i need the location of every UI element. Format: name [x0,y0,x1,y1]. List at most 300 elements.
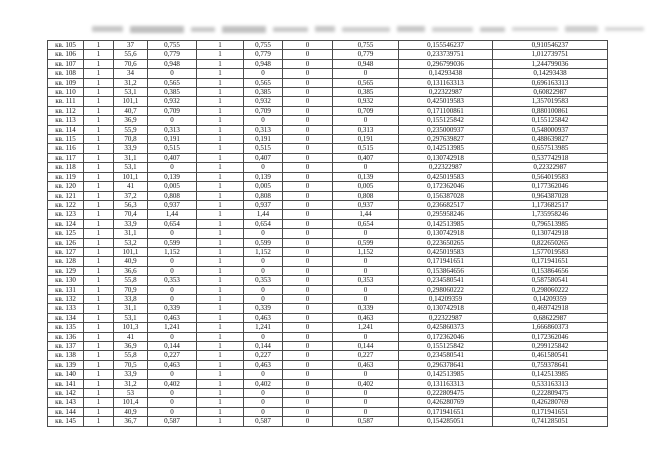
coefficient-cell: 1 [197,294,244,303]
value-a-cell: 0,385 [148,88,197,97]
area-cell: 31,1 [114,304,148,313]
table-row [48,153,608,162]
base-share-cell: 0,130742918 [399,304,493,313]
value-b-cell: 0,191 [244,135,283,144]
coefficient-cell: 1 [197,135,244,144]
base-share-cell: 0,131163313 [399,78,493,87]
row-label-cell: кв. 132 [48,294,84,303]
value-c-cell: 0,654 [333,219,399,228]
table-row [48,285,608,294]
value-b-cell: 0 [244,370,283,379]
count-cell: 1 [84,69,114,78]
table-row [48,379,608,388]
zero-cell: 0 [283,172,333,181]
value-b-cell: 0,463 [244,313,283,322]
coefficient-cell: 1 [197,210,244,219]
table-row [48,200,608,209]
zero-cell: 0 [283,351,333,360]
total-share-cell: 0,142513985 [493,370,608,379]
base-share-cell: 0,142513985 [399,370,493,379]
value-c-cell: 0,937 [333,200,399,209]
zero-cell: 0 [283,125,333,134]
zero-cell: 0 [283,78,333,87]
count-cell: 1 [84,398,114,407]
count-cell: 1 [84,407,114,416]
value-b-cell: 0,808 [244,191,283,200]
value-b-cell: 0,587 [244,417,283,426]
count-cell: 1 [84,313,114,322]
value-a-cell: 0,709 [148,106,197,115]
base-share-cell: 0,298060222 [399,285,493,294]
value-c-cell: 0 [333,116,399,125]
coefficient-cell: 1 [197,97,244,106]
value-a-cell: 0 [148,294,197,303]
table-row [48,182,608,191]
table-row [48,97,608,106]
zero-cell: 0 [283,106,333,115]
value-c-cell: 0,709 [333,106,399,115]
value-c-cell: 0 [333,332,399,341]
value-a-cell: 0,227 [148,351,197,360]
base-share-cell: 0,22322987 [399,313,493,322]
value-c-cell: 0,565 [333,78,399,87]
row-label-cell: кв. 112 [48,106,84,115]
row-label-cell: кв. 117 [48,153,84,162]
value-c-cell: 0,948 [333,59,399,68]
base-share-cell: 0,296799036 [399,59,493,68]
base-share-cell: 0,155125842 [399,116,493,125]
table-row [48,41,608,50]
total-share-cell: 0,469742918 [493,304,608,313]
coefficient-cell: 1 [197,69,244,78]
base-share-cell: 0,296378641 [399,360,493,369]
coefficient-cell: 1 [197,172,244,181]
total-share-cell: 0,299125842 [493,342,608,351]
area-cell: 70,4 [114,210,148,219]
table-row [48,351,608,360]
coefficient-cell: 1 [197,285,244,294]
total-share-cell: 0,14293438 [493,69,608,78]
base-share-cell: 0,171941651 [399,257,493,266]
row-label-cell: кв. 113 [48,116,84,125]
count-cell: 1 [84,247,114,256]
total-share-cell: 0,22322987 [493,163,608,172]
coefficient-cell: 1 [197,219,244,228]
zero-cell: 0 [283,182,333,191]
row-label-cell: кв. 106 [48,50,84,59]
total-share-cell: 0,177362046 [493,182,608,191]
count-cell: 1 [84,59,114,68]
table-row [48,69,608,78]
row-label-cell: кв. 126 [48,238,84,247]
zero-cell: 0 [283,163,333,172]
table-row [48,332,608,341]
value-a-cell: 0 [148,389,197,398]
zero-cell: 0 [283,116,333,125]
zero-cell: 0 [283,285,333,294]
value-b-cell: 0 [244,229,283,238]
zero-cell: 0 [283,191,333,200]
value-a-cell: 1,44 [148,210,197,219]
value-b-cell: 0,385 [244,88,283,97]
value-b-cell: 0,313 [244,125,283,134]
area-cell: 36,7 [114,417,148,426]
base-share-cell: 0,154285051 [399,417,493,426]
area-cell: 40,9 [114,407,148,416]
value-b-cell: 0 [244,116,283,125]
coefficient-cell: 1 [197,417,244,426]
base-share-cell: 0,233739751 [399,50,493,59]
coefficient-cell: 1 [197,116,244,125]
row-label-cell: кв. 139 [48,360,84,369]
count-cell: 1 [84,379,114,388]
table-row [48,125,608,134]
area-cell: 53,2 [114,238,148,247]
base-share-cell: 0,22322987 [399,88,493,97]
coefficient-cell: 1 [197,153,244,162]
count-cell: 1 [84,163,114,172]
area-cell: 70,6 [114,59,148,68]
area-cell: 31,1 [114,153,148,162]
value-c-cell: 1,152 [333,247,399,256]
base-share-cell: 0,14293438 [399,69,493,78]
zero-cell: 0 [283,247,333,256]
base-share-cell: 0,425019583 [399,172,493,181]
row-label-cell: кв. 137 [48,342,84,351]
coefficient-cell: 1 [197,276,244,285]
count-cell: 1 [84,210,114,219]
table-row [48,135,608,144]
value-c-cell: 0 [333,229,399,238]
table-row [48,229,608,238]
zero-cell: 0 [283,323,333,332]
coefficient-cell: 1 [197,41,244,50]
count-cell: 1 [84,50,114,59]
value-c-cell: 0 [333,257,399,266]
total-share-cell: 0,910546237 [493,41,608,50]
value-a-cell: 0,144 [148,342,197,351]
table-row [48,266,608,275]
value-b-cell: 0 [244,69,283,78]
count-cell: 1 [84,144,114,153]
value-b-cell: 0,565 [244,78,283,87]
zero-cell: 0 [283,229,333,238]
value-c-cell: 0 [333,398,399,407]
area-cell: 53 [114,389,148,398]
zero-cell: 0 [283,135,333,144]
zero-cell: 0 [283,342,333,351]
value-b-cell: 0,227 [244,351,283,360]
area-cell: 55,9 [114,125,148,134]
table-row [48,163,608,172]
area-cell: 53,1 [114,88,148,97]
count-cell: 1 [84,229,114,238]
count-cell: 1 [84,125,114,134]
value-c-cell: 0,808 [333,191,399,200]
row-label-cell: кв. 124 [48,219,84,228]
base-share-cell: 0,172362046 [399,182,493,191]
value-a-cell: 0 [148,163,197,172]
zero-cell: 0 [283,238,333,247]
value-c-cell: 0,353 [333,276,399,285]
value-c-cell: 0 [333,407,399,416]
blurred-cutoff-row-remnant [92,24,644,34]
count-cell: 1 [84,257,114,266]
total-share-cell: 0,657513985 [493,144,608,153]
value-c-cell: 0,227 [333,351,399,360]
value-a-cell: 0 [148,285,197,294]
row-label-cell: кв. 120 [48,182,84,191]
coefficient-cell: 1 [197,78,244,87]
value-c-cell: 0 [333,389,399,398]
coefficient-cell: 1 [197,304,244,313]
coefficient-cell: 1 [197,389,244,398]
base-share-cell: 0,130742918 [399,229,493,238]
total-share-cell: 1,357019583 [493,97,608,106]
value-b-cell: 0,948 [244,59,283,68]
value-b-cell: 0,937 [244,200,283,209]
base-share-cell: 0,153864656 [399,266,493,275]
base-share-cell: 0,130742918 [399,153,493,162]
total-share-cell: 0,488639827 [493,135,608,144]
value-a-cell: 0 [148,257,197,266]
base-share-cell: 0,131163313 [399,379,493,388]
area-cell: 36,6 [114,266,148,275]
value-c-cell: 0 [333,163,399,172]
count-cell: 1 [84,285,114,294]
area-cell: 33,9 [114,144,148,153]
value-c-cell: 0 [333,69,399,78]
count-cell: 1 [84,332,114,341]
coefficient-cell: 1 [197,59,244,68]
value-b-cell: 0,755 [244,41,283,50]
value-a-cell: 0,463 [148,360,197,369]
value-a-cell: 0,353 [148,276,197,285]
value-b-cell: 0,932 [244,97,283,106]
area-cell: 34 [114,69,148,78]
base-share-cell: 0,235000937 [399,125,493,134]
area-cell: 37,2 [114,191,148,200]
coefficient-cell: 1 [197,379,244,388]
area-cell: 33,9 [114,219,148,228]
count-cell: 1 [84,266,114,275]
value-b-cell: 0 [244,407,283,416]
total-share-cell: 0,880100861 [493,106,608,115]
zero-cell: 0 [283,219,333,228]
base-share-cell: 0,142513985 [399,144,493,153]
row-label-cell: кв. 133 [48,304,84,313]
base-share-cell: 0,222809475 [399,389,493,398]
zero-cell: 0 [283,50,333,59]
row-label-cell: кв. 127 [48,247,84,256]
total-share-cell: 0,171941651 [493,407,608,416]
area-cell: 101,3 [114,323,148,332]
table-row [48,59,608,68]
row-label-cell: кв. 123 [48,210,84,219]
base-share-cell: 0,234580541 [399,276,493,285]
row-label-cell: кв. 119 [48,172,84,181]
coefficient-cell: 1 [197,50,244,59]
zero-cell: 0 [283,59,333,68]
value-b-cell: 0,144 [244,342,283,351]
row-label-cell: кв. 131 [48,285,84,294]
count-cell: 1 [84,78,114,87]
value-a-cell: 0,463 [148,313,197,322]
value-a-cell: 0 [148,398,197,407]
table-row [48,238,608,247]
area-cell: 101,1 [114,247,148,256]
base-share-cell: 0,171100861 [399,106,493,115]
coefficient-cell: 1 [197,351,244,360]
value-a-cell: 0 [148,266,197,275]
total-share-cell: 0,155125842 [493,116,608,125]
row-label-cell: кв. 134 [48,313,84,322]
row-label-cell: кв. 136 [48,332,84,341]
total-share-cell: 0,696163313 [493,78,608,87]
total-share-cell: 0,171941651 [493,257,608,266]
total-share-cell: 0,461580541 [493,351,608,360]
row-label-cell: кв. 122 [48,200,84,209]
table-row [48,323,608,332]
value-a-cell: 0 [148,69,197,78]
total-share-cell: 1,666860373 [493,323,608,332]
zero-cell: 0 [283,200,333,209]
value-c-cell: 0,755 [333,41,399,50]
total-share-cell: 0,153864656 [493,266,608,275]
value-b-cell: 0 [244,389,283,398]
row-label-cell: кв. 110 [48,88,84,97]
value-b-cell: 0 [244,257,283,266]
total-share-cell: 0,741285051 [493,417,608,426]
area-cell: 53,1 [114,163,148,172]
table-body [48,41,608,427]
total-share-cell: 1,173682517 [493,200,608,209]
zero-cell: 0 [283,153,333,162]
value-c-cell: 0,402 [333,379,399,388]
total-share-cell: 0,548000937 [493,125,608,134]
count-cell: 1 [84,351,114,360]
value-a-cell: 0,191 [148,135,197,144]
value-c-cell: 0,139 [333,172,399,181]
value-c-cell: 0 [333,294,399,303]
table-row [48,116,608,125]
row-label-cell: кв. 111 [48,97,84,106]
value-a-cell: 0,755 [148,41,197,50]
total-share-cell: 0,298060222 [493,285,608,294]
zero-cell: 0 [283,417,333,426]
coefficient-cell: 1 [197,266,244,275]
table-row [48,106,608,115]
count-cell: 1 [84,97,114,106]
zero-cell: 0 [283,332,333,341]
value-a-cell: 0 [148,370,197,379]
row-label-cell: кв. 138 [48,351,84,360]
table-row [48,407,608,416]
table-row [48,78,608,87]
area-cell: 56,3 [114,200,148,209]
row-label-cell: кв. 121 [48,191,84,200]
count-cell: 1 [84,200,114,209]
coefficient-cell: 1 [197,163,244,172]
table-row [48,144,608,153]
count-cell: 1 [84,116,114,125]
count-cell: 1 [84,342,114,351]
table-row [48,417,608,426]
count-cell: 1 [84,172,114,181]
table-row [48,398,608,407]
base-share-cell: 0,425860373 [399,323,493,332]
value-a-cell: 0 [148,407,197,416]
zero-cell: 0 [283,389,333,398]
coefficient-cell: 1 [197,332,244,341]
value-c-cell: 0,599 [333,238,399,247]
base-share-cell: 0,155546237 [399,41,493,50]
value-a-cell: 0,779 [148,50,197,59]
total-share-cell: 1,244799036 [493,59,608,68]
value-a-cell: 0,599 [148,238,197,247]
base-share-cell: 0,295958246 [399,210,493,219]
value-a-cell: 0,948 [148,59,197,68]
value-a-cell: 0 [148,229,197,238]
area-cell: 40,7 [114,106,148,115]
area-cell: 33,8 [114,294,148,303]
coefficient-cell: 1 [197,191,244,200]
base-share-cell: 0,172362046 [399,332,493,341]
table-row [48,370,608,379]
zero-cell: 0 [283,294,333,303]
value-a-cell: 0,654 [148,219,197,228]
table-row [48,304,608,313]
value-a-cell: 0,808 [148,191,197,200]
row-label-cell: кв. 118 [48,163,84,172]
coefficient-cell: 1 [197,342,244,351]
row-label-cell: кв. 135 [48,323,84,332]
count-cell: 1 [84,106,114,115]
table-row [48,210,608,219]
value-a-cell: 0,005 [148,182,197,191]
base-share-cell: 0,234580541 [399,351,493,360]
row-label-cell: кв. 145 [48,417,84,426]
zero-cell: 0 [283,370,333,379]
zero-cell: 0 [283,266,333,275]
value-a-cell: 0 [148,332,197,341]
count-cell: 1 [84,191,114,200]
value-c-cell: 0,463 [333,360,399,369]
area-cell: 101,4 [114,398,148,407]
count-cell: 1 [84,41,114,50]
value-a-cell: 0,565 [148,78,197,87]
coefficient-cell: 1 [197,238,244,247]
row-label-cell: кв. 108 [48,69,84,78]
base-share-cell: 0,14209359 [399,294,493,303]
value-a-cell: 0,515 [148,144,197,153]
value-b-cell: 0,005 [244,182,283,191]
value-b-cell: 0,353 [244,276,283,285]
table-row [48,88,608,97]
coefficient-cell: 1 [197,398,244,407]
value-c-cell: 0,191 [333,135,399,144]
value-a-cell: 0,937 [148,200,197,209]
count-cell: 1 [84,276,114,285]
base-share-cell: 0,223650265 [399,238,493,247]
zero-cell: 0 [283,88,333,97]
value-b-cell: 1,44 [244,210,283,219]
area-cell: 53,1 [114,313,148,322]
value-c-cell: 0,932 [333,97,399,106]
area-cell: 33,9 [114,370,148,379]
value-b-cell: 0 [244,163,283,172]
zero-cell: 0 [283,379,333,388]
